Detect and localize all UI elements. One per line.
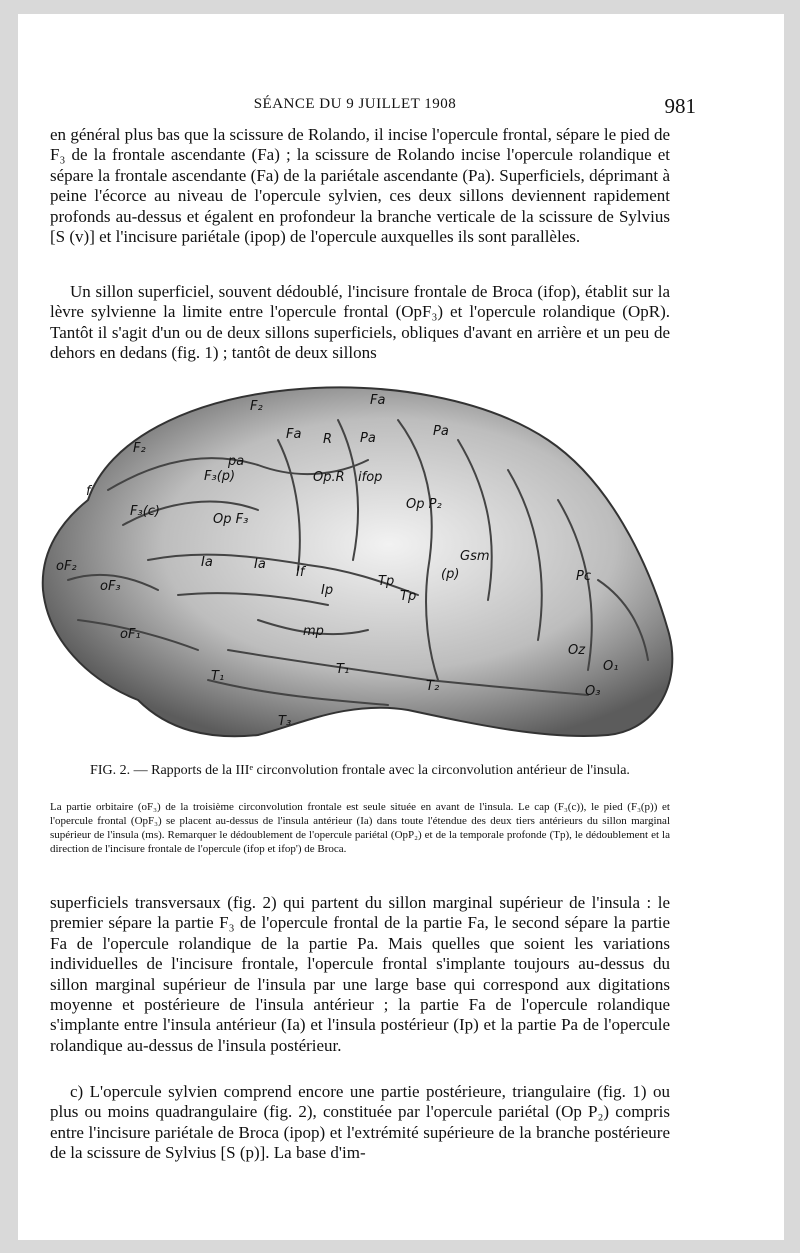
label-O3: O₃ [585,684,601,699]
label-oF1: oF₁ [120,627,141,642]
brain-figure [28,380,678,740]
paragraph-2: Un sillon superficiel, souvent dédoublé, l'incisure frontale de Broca (ifop), établit sur la lèvre sylvienne la limite entre l'opercule frontal (OpF₃) et l'opercule rolandique (OpR). Tantôt il s'agit d'un ou de deux sillons superficiels, obliques d'avant en arrière et un peu de dehors en dedans (fig. 1) ; tantôt de deux sillons [50,282,670,363]
label-pa: pa [228,454,245,469]
label-f: f [86,484,91,499]
label-Pc: Pc [576,569,591,584]
label-T1b: T₁ [336,662,350,677]
label-T2: T₂ [426,679,440,694]
label-R: R [323,432,333,447]
paragraph-4: c) L'opercule sylvien comprend encore une partie postérieure, triangulaire (fig. 1) ou plus ou moins quadrangulaire (fig. 2), constituée par l'opercule pariétal (Op P₂) compris entre l'incisure pariétale de Broca (ipop) et l'extrémité supérieure de la branche postérieure de la scissure de Sylvius [S (p)]. La base d'im- [50,1082,670,1163]
label-OpF3: Op F₃ [213,512,249,527]
label-Ip: Ip [321,583,334,598]
label-F2a: F₂ [250,399,263,414]
label-oF: oF₂ [56,559,77,574]
label-p: (p) [441,567,460,582]
label-Pa2: Pa [433,424,449,439]
paragraph-1: en général plus bas que la scissure de Rolando, il incise l'opercule frontal, sépare le pied de F₃ de la frontale ascendante (Fa) ; la scissure de Rolando incise l'opercule rolandique et sépare la frontale ascendante (Fa) de la pariétale ascendante (Pa). Superficiels, déprimant à peine l'écorce au niveau de l'opercule sylvien, ces deux sillons deviennent rapidement profonds au-dessus et égalent en profondeur la branche verticale de la scissure de Sylvius [S (v)] et l'incisure pariétale (ipop) de l'opercule auxquelles ils sont parallèles. [50,125,670,247]
label-F3c: F₃(c) [130,504,160,519]
label-T3: T₃ [278,714,292,729]
label-Tp: Tp [378,574,395,589]
label-oF3: oF₃ [100,579,121,594]
paragraph-3: superficiels transversaux (fig. 2) qui partent du sillon marginal supérieur de l'insula : le premier sépare la partie F₃ de l'opercule frontal de la partie Fa, le second sépare la partie Fa de l'opercule rolandique de la partie Pa. Mais quelles que soient les variations individuelles de l'incisure frontale, l'opercule frontal s'implante toujours au-dessus du sillon marginal supérieur de l'insula par une large base qui correspond aux digitations moyenne et postérieure de l'insula antérieur ; la partie Fa de l'opercule rolandique s'implante entre l'insula antérieur (Ia) et l'insula postérieur (Ip) et la partie Pa de l'opercule rolandique au-dessus de l'insula postérieur. [50,893,670,1055]
label-Fa2: Fa [286,427,302,442]
label-mp: mp [303,624,324,639]
figure-caption-body: La partie orbitaire (oF₃) de la troisième circonvolution frontale est seule située en avant de l'insula. Le cap (F₃(c)), le pied (F₃(p)) et l'opercule frontal (OpF₃) se placent au-dessus de l'insula antérieur (Ia) dans toute l'étendue des deux tiers antérieurs du sillon marginal supérieur de l'insula (ms). Remarquer le dédoublement de l'opercule pariétal (OpP₂) et de la temporale profonde (Tp), le dédoublement et la direction de l'incisure frontale de l'opercule (ifop et ifop') de Broca. [50,801,670,855]
label-Ia: Ia [201,555,213,570]
page-number: 981 [664,94,696,118]
label-OpP2: Op P₂ [406,497,442,512]
label-Tp2: Tp [400,589,417,604]
label-Fa: Fa [370,393,386,408]
label-F2b: F₂ [133,441,146,456]
label-O1: O₁ [603,659,619,674]
label-F3p: F₃(p) [204,469,236,484]
figure-caption-title: FIG. 2. — Rapports de la IIIᵉ circonvolution frontale avec la circonvolution antérieur de l'insula. [90,763,630,778]
label-If: If [296,565,305,580]
label-Pa: Pa [360,431,376,446]
label-Ia2: Ia [254,557,266,572]
label-Gsm: Gsm [460,549,490,564]
label-ifop: ifop [358,470,383,485]
label-Oz: Oz [568,643,586,658]
brain-illustration [28,380,678,740]
brain-outline [43,387,673,736]
label-T1: T₁ [211,669,225,684]
running-title: SÉANCE DU 9 JUILLET 1908 [253,96,457,112]
label-OpR: Op.R [313,470,345,485]
